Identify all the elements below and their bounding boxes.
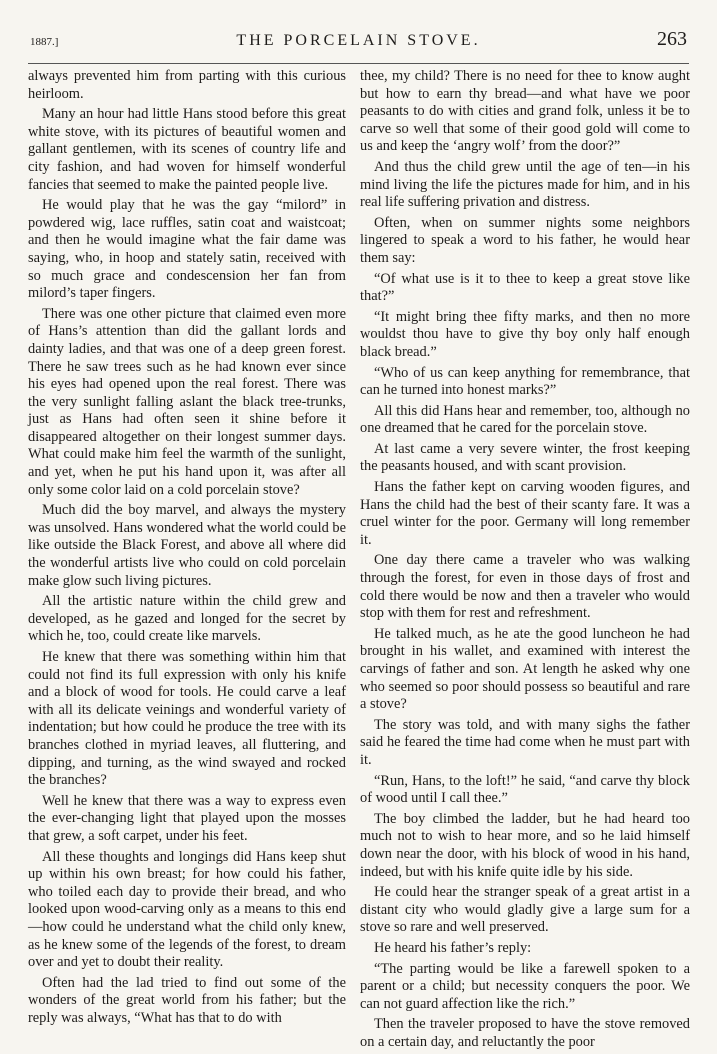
paragraph: He heard his father’s reply:: [374, 939, 532, 956]
left-column: [28, 68, 346, 1030]
paragraph: At last came a very severe winter, the frost keeping the peasants housed, and with scant provision.: [360, 440, 690, 475]
paragraph: One day there came a traveler who was walking through the forest, for even in those days of frost and cold there would be now and then a traveler who would stop with them for rest and refreshment.: [360, 552, 690, 622]
paragraph: always prevented him from parting with this curious heirloom.: [28, 68, 346, 102]
paragraph: Many an hour had little Hans stood before this great white stove, with its pictures of beautiful women and gallant gentlemen, with its scenes of country life and city fashion, and had woven for himself wonderful fancies that seemed to make the painted people live.: [28, 106, 346, 193]
running-header: [30, 26, 687, 60]
paragraph: “Of what use is it to thee to keep a great stove like that?”: [360, 270, 690, 305]
right-column: [360, 68, 690, 1054]
paragraph: He could hear the stranger speak of a great artist in a distant city who would gladly give a large sum for a stove so rare and well preserved.: [360, 884, 690, 936]
article-title: THE PORCELAIN STOVE.: [236, 32, 481, 49]
paragraph: He talked much, as he ate the good luncheon he had brought in his wallet, and examined with interest the carvings of father and son. At length he asked why one who seemed so poor should possess so beautiful and rare a stove?: [360, 625, 690, 713]
paragraph: Often had the lad tried to find out some of the wonders of the great world from his father; but the reply was always, “What has that to do with: [28, 974, 346, 1026]
paragraph: “Run, Hans, to the loft!” he said, “and carve thy block of wood until I call thee.”: [360, 772, 690, 807]
paragraph: The story was told, and with many sighs the father said he feared the time had come when he must part with it.: [360, 716, 690, 768]
paragraph: He knew that there was something within him that could not find its full expression with only his knife and a block of wood for tools. He could carve a leaf with all its delicate veinings and wonderful variety of indentation; but how could he produce the tree with its branches clothed in myriad leaves, all fluttering, and dipping, and turning, as the wind swayed and rocked the branches?: [28, 649, 346, 789]
paragraph: He would play that he was the gay “milord” in powdered wig, lace ruffles, satin coat and waistcoat; and then he would imagine what the fair dame was saying, who, in hoop and stately satin, received with so much grace and condescension her fan from milord’s taper fingers.: [28, 197, 346, 302]
paragraph: “The parting would be like a farewell spoken to a parent or a child; but necessity conquers the poor. We can not guard affection like the rich.”: [360, 960, 690, 1012]
paragraph: thee, my child? There is no need for thee to know aught but how to earn thy bread—and what have we poor peasants to do with cities and grand folk, unless it be to carve so well that some of their good gold will come to us and keep the ‘angry wolf’ from the door?”: [360, 68, 690, 155]
page-number: 263: [657, 28, 687, 50]
paragraph: The boy climbed the ladder, but he had heard too much not to wish to hear more, and so he laid himself down near the door, with his block of wood in his hand, indeed, but with his knife quite idle by his side.: [360, 810, 690, 880]
paragraph: And thus the child grew until the age of ten—in his mind living the life the pictures made for him, and in his real life suffering privation and distress.: [360, 158, 690, 211]
paragraph: Often, when on summer nights some neighbors lingered to speak a word to his father, he would hear them say:: [360, 214, 690, 266]
paragraph: Much did the boy marvel, and always the mystery was unsolved. Hans wondered what the world could be like outside the Black Forest, and above all where did the wonderful artists live who could on cold porcelain make glow such living pictures.: [28, 502, 346, 589]
paragraph: Hans the father kept on carving wooden figures, and Hans the child had the best of their scanty fare. It was a cruel winter for the poor. Germany will long remember it.: [360, 479, 690, 548]
paragraph: All the artistic nature within the child grew and developed, as he gazed and longed for the secret by which he, too, could create like marvels.: [28, 593, 346, 645]
issue-date: 1887.]: [30, 36, 59, 48]
paragraph: There was one other picture that claimed even more of Hans’s attention than did the gallant lords and dainty ladies, and that was one of a deep green forest. There he saw trees such as he had known ever since his eyes had opened upon the real forest. There was the very sunlight falling aslant the black tree-trunks, just as Hans had often seen it shine before it disappeared altogether on their longest summer days. What could make him feel the warmth of the sunlight, and yet, when he put his hand upon it, was after all only some color laid on a cold porcelain stove?: [28, 305, 346, 498]
header-rule: [28, 63, 689, 64]
paragraph: “Who of us can keep anything for remembrance, that can he turned into honest marks?”: [360, 364, 690, 399]
paragraph: “It might bring thee fifty marks, and then no more wouldst thou have to give thy boy only half enough black bread.”: [360, 308, 690, 360]
paragraph: All this did Hans hear and remember, too, although no one dreamed that he cared for the porcelain stove.: [360, 402, 690, 437]
paragraph: Then the traveler proposed to have the stove removed on a certain day, and reluctantly the poor: [360, 1016, 690, 1050]
paragraph: All these thoughts and longings did Hans keep shut up within his own breast; for how could his father, who toiled each day to provide their bread, and who looked upon wood-carving only as a means to this end—how could he understand what the child only knew, as he knew some of the legends of the forest, to dream over and yet to doubt their reality.: [28, 848, 346, 971]
paragraph: Well he knew that there was a way to express even the ever-changing light that played upon the mosses that grew, a soft carpet, under his feet.: [28, 792, 346, 844]
